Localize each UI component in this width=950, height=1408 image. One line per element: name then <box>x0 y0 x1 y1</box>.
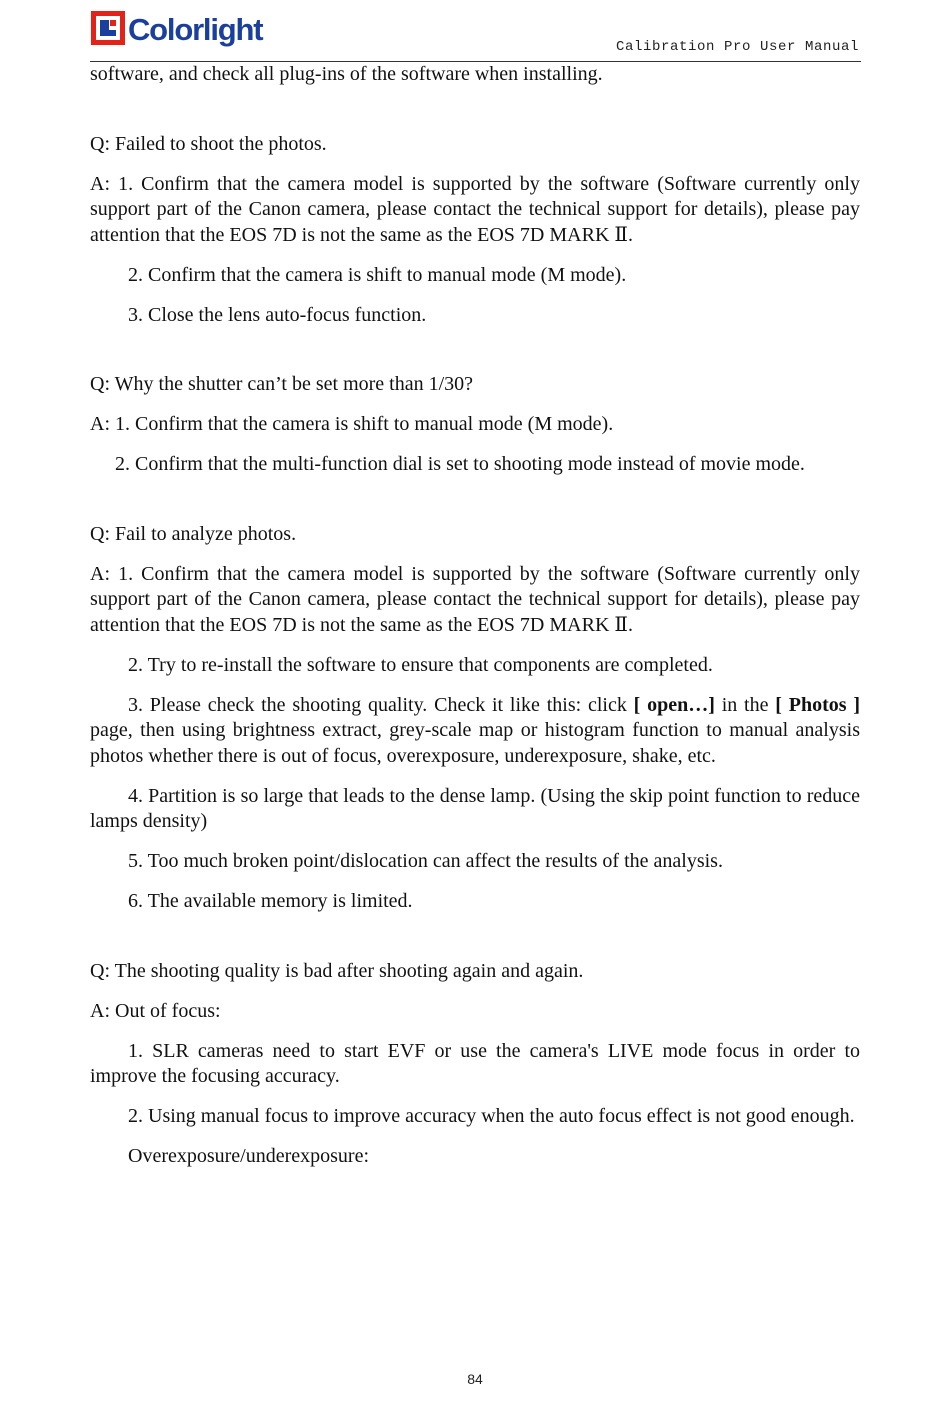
question: Q: Failed to shoot the photos. <box>90 132 327 155</box>
open-menu-reference: [ open…] <box>633 693 715 716</box>
answer-item: 4. Partition is so large that leads to the dense lamp. (Using the skip point function to reduce lamps density) <box>90 784 860 832</box>
photos-page-reference: [ Photos ] <box>775 693 861 716</box>
answer: A: 1. Confirm that the camera is shift to manual mode (M mode). <box>90 413 614 435</box>
answer-item: 3. Please check the shooting quality. Check it like this: click [ open…] in the [ Photos ] page, then using brightness extract, grey-scale map or histogram function to manual analysis photos whether there is out of focus, overexposure, underexposure, shake, etc. <box>90 693 861 767</box>
question: Q: Why the shutter can’t be set more than 1/30? <box>90 373 474 395</box>
page-content <box>90 62 860 1170</box>
logo-wordmark: Colorlight <box>128 12 263 47</box>
paragraph: software, and check all plug-ins of the software when installing. <box>90 63 603 85</box>
page-header <box>90 8 861 62</box>
colorlight-logo-icon <box>90 10 126 46</box>
answer-item: 1. SLR cameras need to start EVF or use the camera's LIVE mode focus in order to improve the focusing accuracy. <box>90 1039 860 1087</box>
answer-item: 5. Too much broken point/dislocation can affect the results of the analysis. <box>128 850 723 872</box>
answer-item: 6. The available memory is limited. <box>128 890 413 912</box>
answer-item: 2. Try to re-install the software to ensure that components are completed. <box>128 653 713 676</box>
question: Q: Fail to analyze photos. <box>90 522 297 545</box>
answer-item: 2. Confirm that the multi-function dial is set to shooting mode instead of movie mode. <box>115 453 805 475</box>
page-number: 84 <box>467 1371 483 1387</box>
answer: A: 1. Confirm that the camera model is supported by the software (Software currently only support part of the Canon camera, please contact the technical support for details), please pay attention that the EOS 7D is not the same as the EOS 7D MARK Ⅱ. <box>90 562 860 636</box>
question: Q: The shooting quality is bad after shooting again and again. <box>90 959 584 982</box>
document-title: Calibration Pro User Manual <box>615 39 859 55</box>
answer: A: 1. Confirm that the camera model is supported by the software (Software currently only support part of the Canon camera, please contact the technical support for details), please pay attention that the EOS 7D is not the same as the EOS 7D MARK Ⅱ. <box>90 172 860 246</box>
subheading: Overexposure/underexposure: <box>128 1145 370 1167</box>
answer-item: 2. Using manual focus to improve accuracy when the auto focus effect is not good enough. <box>128 1105 855 1127</box>
answer-item: 2. Confirm that the camera is shift to manual mode (M mode). <box>128 263 627 286</box>
answer: A: Out of focus: <box>90 999 221 1022</box>
answer-item: 3. Close the lens auto-focus function. <box>128 303 427 326</box>
